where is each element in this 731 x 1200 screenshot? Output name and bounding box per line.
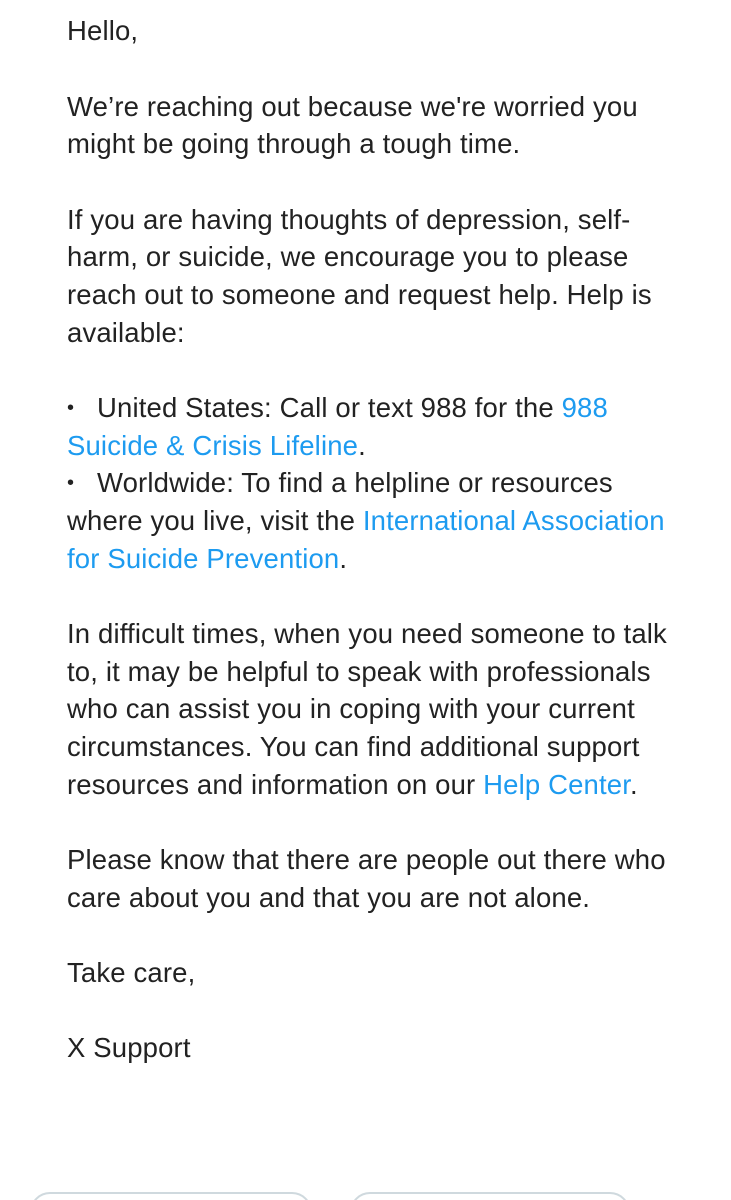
resource-item-us [67, 389, 677, 464]
bullet-icon: • [67, 397, 75, 420]
bullet-icon: • [67, 472, 75, 495]
encourage-paragraph: If you are having thoughts of depression, self-harm, or suicide, we encourage you to please reach out to someone and request help. Help is available: [67, 203, 652, 348]
resource-item-worldwide-end: . [339, 542, 348, 574]
closing: Take care, [67, 957, 196, 989]
greeting: Hello, [67, 15, 139, 46]
action-button-right[interactable] [350, 1192, 630, 1200]
signature: X Support [67, 1031, 191, 1063]
action-button-left[interactable] [30, 1192, 312, 1200]
help-center-link[interactable]: Help Center [483, 768, 631, 800]
email-body [67, 12, 677, 1066]
lifeline-988-link[interactable]: 988 Suicide & Crisis Lifeline [67, 392, 608, 461]
support-paragraph-text: In difficult times, when you need someone to talk to, it may be helpful to speak with professionals who can assist you in coping with your current circumstances. You can find additional support resources and information on our [67, 618, 667, 800]
resource-item-worldwide-text: Worldwide: To find a helpline or resources where you live, visit the [67, 467, 613, 536]
resource-item-us-text: United States: Call or text 988 for the [97, 392, 562, 424]
iasp-link[interactable]: International Association for Suicide Prevention [67, 504, 665, 574]
support-paragraph [67, 615, 677, 803]
reassurance-paragraph: Please know that there are people out there who care about you and that you are not alone. [67, 844, 666, 913]
resource-item-us-end: . [358, 429, 366, 461]
resource-list [67, 389, 677, 577]
intro-paragraph: We’re reaching out because we're worried you might be going through a tough time. [67, 90, 638, 160]
support-paragraph-end: . [630, 768, 638, 800]
bottom-action-bar [0, 1192, 731, 1200]
resource-item-worldwide [67, 464, 677, 577]
